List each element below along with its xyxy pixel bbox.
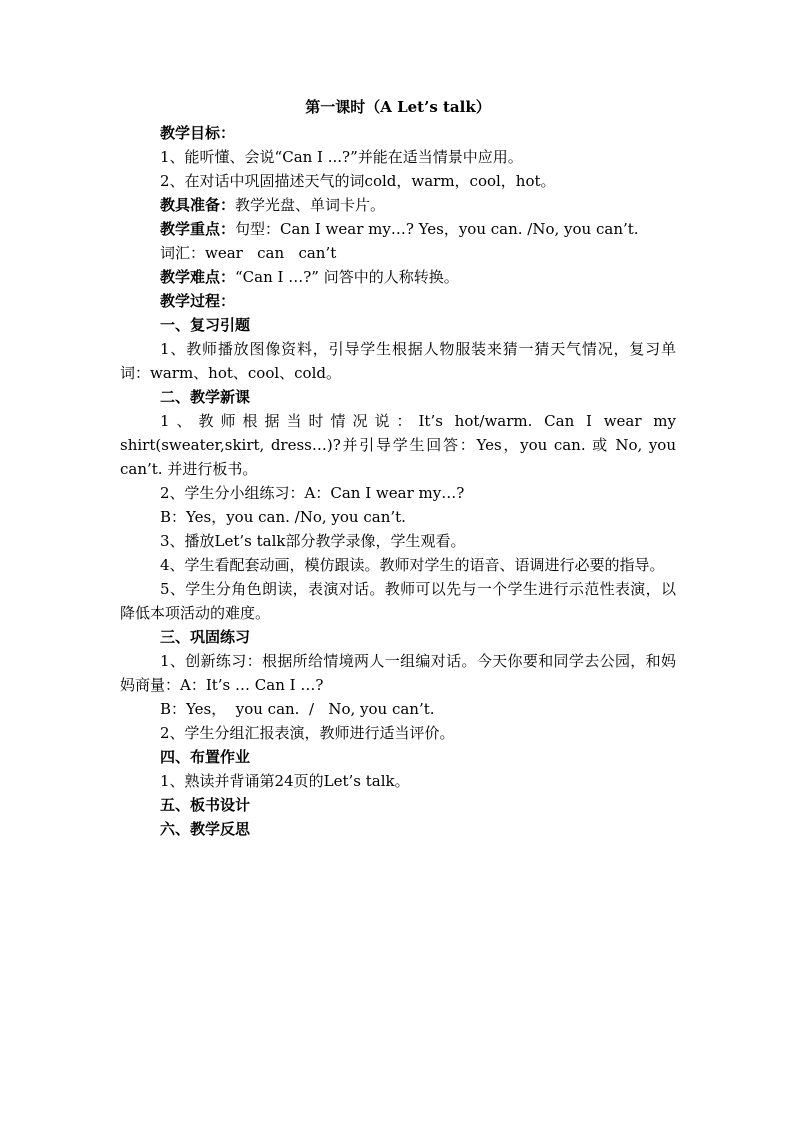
difficulties-text: “Can I …?” 问答中的人称转换。	[235, 268, 459, 286]
section-new-lesson-paragraph-2: 2、学生分小组练习：A：Can I wear my…?	[160, 484, 465, 502]
key-points-line	[120, 217, 676, 241]
difficulties-label: 教学难点：	[160, 268, 236, 286]
section-review-paragraph-1: 1、教师播放图像资料，引导学生根据人物服装来猜一猜天气情况，复习单词：warm、hot、cool、cold。	[120, 340, 676, 382]
difficulties-line	[120, 265, 676, 289]
section-practice-paragraph-2: B：Yes， you can. / No, you can’t.	[160, 700, 435, 718]
page-title: 第一课时（A Let’s talk）	[305, 98, 491, 116]
objectives-heading: 教学目标：	[160, 124, 236, 142]
objective-item-1: 1、能听懂、会说“Can I ...?”并能在适当情景中应用。	[160, 148, 523, 166]
section-new-lesson-paragraph-1: 1、教师根据当时情况说：It’s hot/warm. Can I wear my shirt(sweater,skirt, dress…)?并引导学生回答：Yes，you can. 或 No, you can’t. 并进行板书。	[120, 412, 676, 478]
section-new-lesson-paragraph-5: 4、学生看配套动画，模仿跟读。教师对学生的语音、语调进行必要的指导。	[160, 556, 665, 574]
section-homework-paragraph-1: 1、熟读并背诵第24页的Let’s talk。	[160, 772, 410, 790]
lesson-plan-page	[120, 95, 676, 841]
section-heading-homework: 四、布置作业	[160, 748, 251, 766]
section-new-lesson-paragraph-3: B：Yes，you can. /No, you can’t.	[160, 508, 406, 526]
section-heading-reflection: 六、教学反思	[160, 820, 251, 838]
key-points-text: 句型：Can I wear my…? Yes，you can. /No, you can’t.	[235, 220, 639, 238]
section-heading-board-design: 五、板书设计	[160, 796, 251, 814]
key-points-vocab: 词汇：wear can can’t	[160, 244, 337, 262]
section-new-lesson-paragraph-6: 5、学生分角色朗读，表演对话。教师可以先与一个学生进行示范性表演，以降低本项活动的难度。	[120, 580, 676, 622]
section-new-lesson-paragraph-4: 3、播放Let’s talk部分教学录像，学生观看。	[160, 532, 466, 550]
materials-line	[120, 193, 676, 217]
key-points-label: 教学重点：	[160, 220, 236, 238]
section-practice-paragraph-3: 2、学生分组汇报表演，教师进行适当评价。	[160, 724, 455, 742]
materials-label: 教具准备：	[160, 196, 236, 214]
section-heading-review: 一、复习引题	[160, 316, 251, 334]
section-heading-practice: 三、巩固练习	[160, 628, 251, 646]
process-heading: 教学过程：	[160, 292, 236, 310]
section-practice-paragraph-1: 1、创新练习：根据所给情境两人一组编对话。今天你要和同学去公园，和妈妈商量：A：It’s … Can I …?	[120, 652, 676, 694]
objective-item-2: 2、在对话中巩固描述天气的词cold，warm，cool，hot。	[160, 172, 556, 190]
section-heading-new-lesson: 二、教学新课	[160, 388, 251, 406]
materials-text: 教学光盘、单词卡片。	[235, 196, 386, 214]
